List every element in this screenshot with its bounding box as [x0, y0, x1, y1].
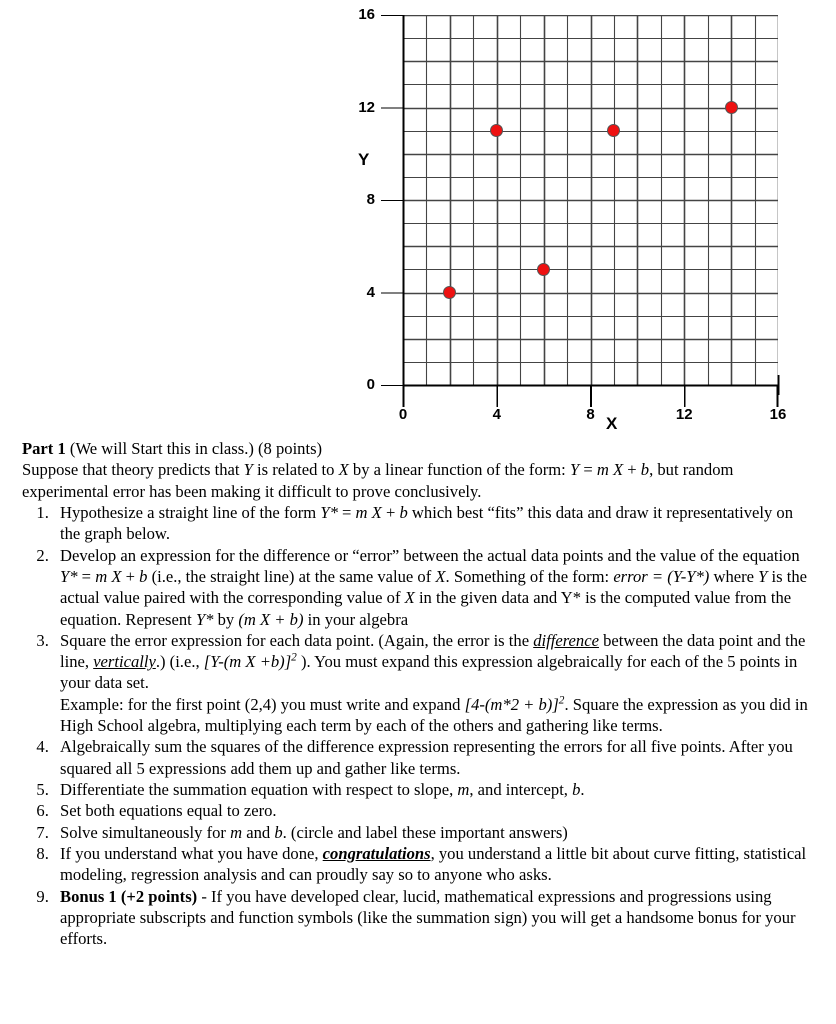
part-heading [22, 438, 812, 459]
y-tick-label: 12 [358, 98, 375, 116]
text-run: Y [758, 566, 768, 586]
text-run: + [121, 566, 140, 586]
text-run: . (circle and label these important answers) [282, 822, 568, 842]
text-run: X [107, 566, 122, 586]
text-run: . Square the expression as you did in High School algebra, multiplying each term by each of the others and gathering like terms. [60, 694, 808, 736]
y-axis-title: Y [358, 150, 370, 169]
text-run: X [404, 588, 415, 608]
step-item-8 [53, 843, 812, 886]
step-text [60, 631, 805, 693]
text-run: Develop an expression for the difference or “error” between the actual data points and the value of the equation [60, 545, 800, 565]
x-tick-label: 4 [492, 406, 501, 423]
step-text [60, 503, 793, 543]
intro-text-a: Suppose that theory predicts that [22, 460, 244, 480]
step-text [60, 887, 796, 949]
step-item-6 [53, 800, 812, 821]
text-run: and [242, 822, 275, 842]
text-run: If you understand what you have done, [60, 843, 323, 863]
text-run: - If you have developed clear, lucid, mathematical expressions and progressions using appropriate subscripts and function symbols (like the summation sign) you will get a handsome bonus for your efforts. [60, 886, 796, 949]
text-run: in your algebra [303, 609, 409, 629]
scatter-chart [0, 0, 836, 438]
data-point [725, 101, 738, 114]
text-run: [4-(m*2 + b)] [464, 694, 559, 714]
text-run: Differentiate the summation equation with respect to slope, [60, 780, 458, 799]
text-run: , and intercept, [469, 780, 573, 799]
text-run: is the actual value paired with the corresponding value of [60, 566, 808, 608]
text-run: Square the error expression for each data point. (Again, the error is the [60, 630, 534, 650]
text-run: where [709, 566, 759, 586]
text-run: vertically [93, 652, 156, 672]
text-run: between the data point and the line, [60, 630, 806, 672]
y-tick-label: 16 [358, 6, 375, 23]
y-tick-label: 0 [366, 376, 375, 393]
step-item-7 [53, 822, 812, 843]
x-axis-title: X [606, 414, 618, 433]
step-text [60, 780, 585, 799]
text-run: b [274, 822, 283, 842]
plot-area [403, 15, 778, 385]
text-run: Hypothesize a straight line of the form [60, 502, 321, 522]
text-run: congratulations [322, 843, 431, 863]
y-tick-label: 4 [366, 283, 375, 301]
text-run: Solve simultaneously for [60, 822, 231, 842]
text-run: m [457, 780, 470, 799]
text-run: , you understand a little bit about curve fitting, statistical modeling, regression analysis and can proudly say so to anyone who asks. [60, 843, 807, 885]
step-item-1 [53, 502, 812, 545]
intro-var-y: Y [243, 460, 253, 480]
text-run: = [337, 502, 356, 522]
text-run: (m X + b) [238, 609, 304, 629]
x-tick-label: 0 [398, 406, 408, 423]
text-run: b [139, 566, 148, 586]
text-run: X [435, 566, 446, 586]
text-run: .) (i.e., [155, 652, 204, 672]
intro-text-c: by a linear function of the form: [348, 460, 570, 480]
chart-gridlines [403, 15, 778, 385]
intro-paragraph [22, 459, 812, 502]
text-run: by [213, 609, 239, 629]
step-item-4 [53, 736, 812, 779]
text-run: Y* [195, 609, 214, 629]
step-item-3 [53, 630, 812, 737]
step-item-9 [53, 886, 812, 950]
data-point [537, 263, 550, 276]
text-run: X [367, 502, 382, 522]
x-tick-label: 12 [675, 406, 693, 423]
text-run: 2 [558, 694, 565, 707]
text-run: b [572, 780, 581, 799]
intro-text-d: , but random experimental error has been making it difficult to prove conclusively. [22, 460, 734, 501]
step-text [60, 844, 806, 884]
text-run: 2 [291, 651, 297, 664]
intro-text-b: is related to [252, 460, 339, 480]
text-run: = [77, 566, 96, 586]
text-run: m [355, 502, 368, 522]
text-run: ). You must expand this expression algebraically for each of the 5 points in your data set. [60, 652, 798, 693]
text-run: Y* [60, 566, 78, 586]
text-run: error = (Y-Y*) [613, 566, 710, 586]
text-run: + [381, 502, 400, 522]
assignment-text [22, 438, 812, 950]
x-tick-label: 8 [586, 406, 595, 423]
text-run: Bonus 1 (+2 points) [60, 886, 198, 906]
text-run: difference [533, 630, 599, 650]
text-run: Set both equations equal to zero. [60, 801, 277, 821]
part-label: Part 1 [22, 439, 66, 458]
x-tick-label: 16 [769, 406, 787, 423]
step-text [60, 737, 793, 777]
step-text [60, 546, 807, 629]
eq-x: X [608, 460, 624, 480]
eq-y: Y [569, 460, 580, 480]
text-run: m [230, 822, 243, 842]
step-item-2 [53, 545, 812, 630]
text-run: Algebraically sum the squares of the difference expression representing the errors for all five points. After you squared all 5 expressions add them up and gather like terms. [60, 737, 793, 778]
text-run: . [580, 780, 585, 799]
text-run: Y* [320, 502, 338, 522]
eq-b: b [640, 460, 650, 480]
text-run: . Something of the form: [445, 566, 614, 586]
part-note: (We will Start this in class.) (8 points) [65, 439, 323, 458]
text-run: (i.e., the straight line) at the same value of [147, 566, 436, 586]
steps-list [22, 502, 812, 950]
text-run: which best “fits” this data and draw it representatively on the graph below. [60, 502, 794, 544]
step-item-5 [53, 779, 812, 800]
eq-m: m [596, 460, 609, 480]
step-example-text [60, 694, 812, 737]
step-text [60, 823, 568, 842]
text-run: m [95, 566, 108, 586]
step-text [60, 801, 277, 820]
text-run: in the given data and Y* is the computed value from the equation. Represent [60, 588, 792, 629]
text-run: [Y-(m X +b)] [203, 652, 292, 672]
text-run: b [399, 502, 408, 522]
eq-equals: = [579, 460, 597, 480]
y-tick-label: 8 [366, 191, 375, 208]
intro-var-x: X [338, 460, 349, 480]
text-run: Example: for the first point (2,4) you must write and expand [60, 694, 465, 714]
eq-plus: + [623, 460, 641, 480]
